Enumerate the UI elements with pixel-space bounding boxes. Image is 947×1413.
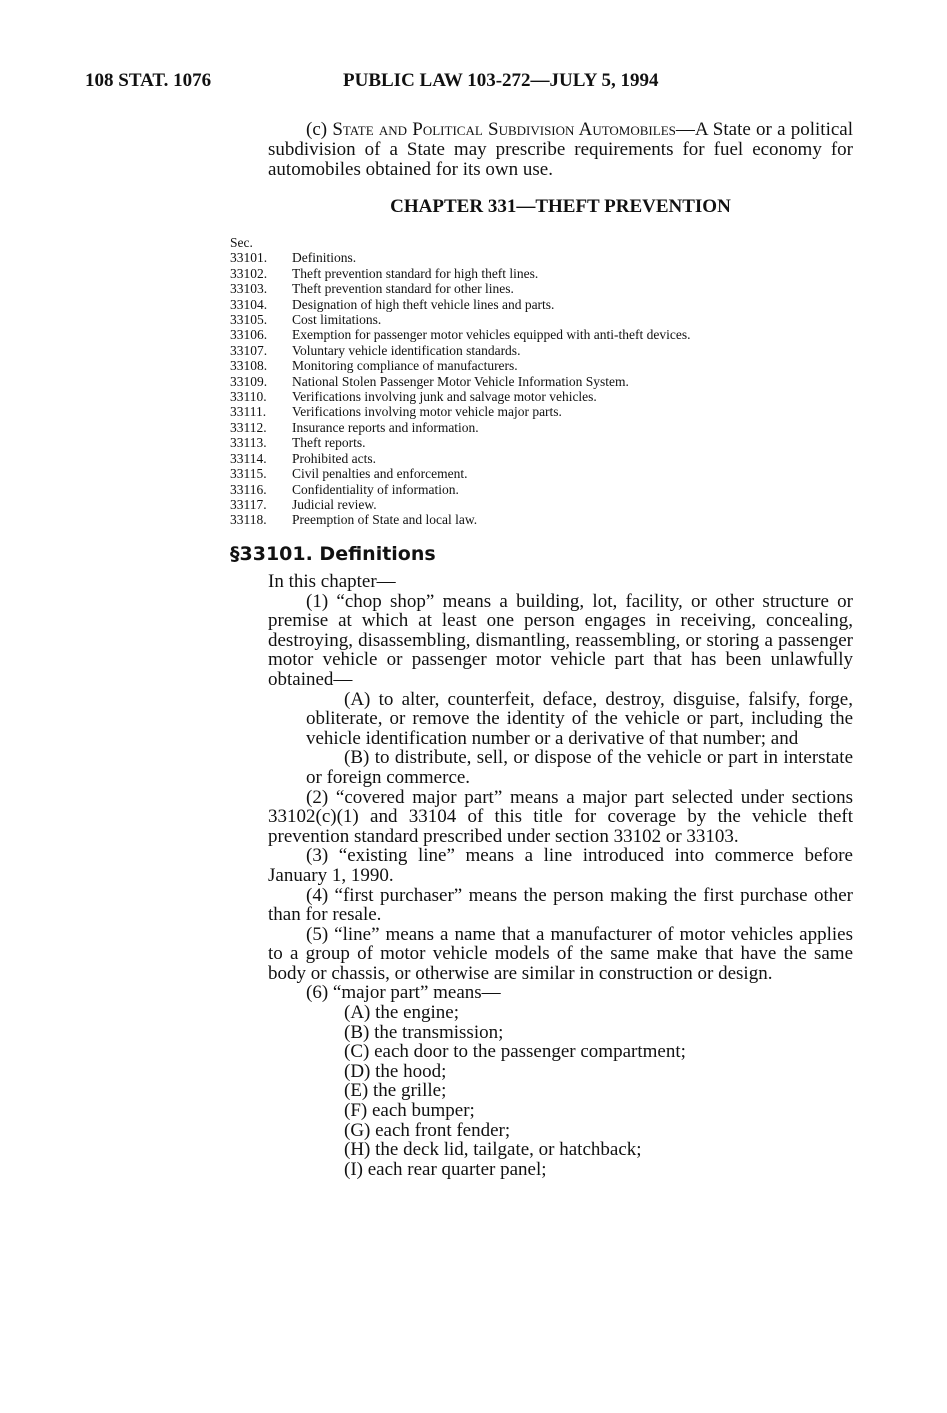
definition-5: (5) “line” means a name that a manufacturer of motor vehicles applies to a group of motor vehicle models of the same make that have the same body or chassis, or otherwise are similar in construction or design. (268, 923, 853, 984)
toc-item-number: 33114. (230, 450, 267, 466)
statute-page-number: 108 STAT. 1076 (85, 70, 212, 91)
toc-item-title: Prohibited acts. (292, 450, 376, 466)
toc-item-number: 33117. (230, 496, 267, 512)
toc-item-title: Theft reports. (292, 435, 366, 451)
toc-item (230, 512, 840, 527)
toc-item (230, 466, 840, 481)
major-part-item: (D) the hood; (344, 1060, 447, 1082)
toc-item-title: Verifications involving junk and salvage motor vehicles. (292, 389, 597, 405)
major-part-item: (E) the grille; (344, 1080, 447, 1102)
subsection-c-heading: State and Political Subdivision Automobiles (332, 119, 676, 140)
major-part-item: (H) the deck lid, tailgate, or hatchback; (344, 1139, 642, 1161)
definition-4: (4) “first purchaser” means the person making the first purchase other than for resale. (268, 884, 853, 926)
subsection-c-paragraph (268, 120, 853, 179)
toc-item (230, 358, 840, 373)
major-part-item: (A) the engine; (344, 1002, 460, 1024)
toc-item-number: 33110. (230, 389, 267, 405)
public-law-running-head: PUBLIC LAW 103-272—JULY 5, 1994 (343, 70, 659, 91)
toc-item-title: Voluntary vehicle identification standards. (292, 342, 521, 358)
toc-item-number: 33111. (230, 404, 267, 420)
toc-item-title: Cost limitations. (292, 312, 382, 328)
major-part-item: (B) the transmission; (344, 1021, 504, 1043)
toc-item (230, 250, 840, 265)
toc-item (230, 435, 840, 450)
toc-item-title: Designation of high theft vehicle lines and parts. (292, 296, 555, 312)
definition-6-items (268, 1003, 853, 1179)
subsection-c-text: —A State or a political subdivision of a State may prescribe requirements for fuel economy for automobiles obtained for its own use. (268, 119, 854, 180)
toc-list (230, 250, 840, 527)
toc-item-number: 33118. (230, 512, 267, 528)
toc-item-number: 33104. (230, 296, 268, 312)
major-part-item: (I) each rear quarter panel; (344, 1158, 547, 1180)
toc-item-title: Definitions. (292, 250, 357, 266)
subsection-c-block (268, 120, 853, 217)
toc-item-title: Insurance reports and information. (292, 419, 479, 435)
toc-item-title: Exemption for passenger motor vehicles equipped with anti-theft devices. (292, 327, 691, 343)
toc-item-title: Theft prevention standard for high theft lines. (292, 265, 539, 281)
toc-item-number: 33115. (230, 466, 267, 482)
toc-item (230, 482, 840, 497)
toc-item (230, 266, 840, 281)
toc-item-title: National Stolen Passenger Motor Vehicle Information System. (292, 373, 629, 389)
section-body (268, 572, 853, 1179)
toc-item (230, 297, 840, 312)
toc-item-title: Verifications involving motor vehicle major parts. (292, 404, 562, 420)
toc-item (230, 327, 840, 342)
toc-item-title: Theft prevention standard for other lines. (292, 281, 514, 297)
toc-item (230, 404, 840, 419)
toc-item (230, 497, 840, 512)
subsection-c-label: (c) (306, 119, 328, 140)
toc-item-number: 33105. (230, 312, 268, 328)
toc-item-number: 33116. (230, 481, 267, 497)
major-part-item: (C) each door to the passenger compartment; (344, 1041, 686, 1063)
definition-2: (2) “covered major part” means a major part selected under sections 33102(c)(1) and 33104 of this title for coverage by the vehicle theft prevention standard prescribed under section 33102 or 33103. (268, 786, 853, 847)
major-part-item: (G) each front fender; (344, 1119, 511, 1141)
toc-item-number: 33107. (230, 342, 268, 358)
toc-item (230, 312, 840, 327)
toc-item-title: Confidentiality of information. (292, 481, 459, 497)
definition-3: (3) “existing line” means a line introduced into commerce before January 1, 1990. (268, 845, 853, 886)
section-intro: In this chapter— (268, 571, 396, 592)
table-of-sections (230, 235, 840, 528)
toc-item (230, 281, 840, 296)
major-part-item: (F) each bumper; (344, 1100, 475, 1122)
definition-1: (1) “chop shop” means a building, lot, facility, or other structure or premise at which at least one person engages in receiving, concealing, destroying, disassembling, dismantling, reassembling, or storing a passenger motor vehicle or passenger motor vehicle part that has been unlawfully obtained— (268, 590, 853, 690)
toc-sec-label: Sec. (230, 235, 253, 250)
page-header (85, 70, 865, 100)
toc-item-title: Monitoring compliance of manufacturers. (292, 358, 518, 374)
chapter-title: CHAPTER 331—THEFT PREVENTION (390, 196, 731, 218)
toc-item-title: Civil penalties and enforcement. (292, 466, 468, 482)
toc-item-title: Preemption of State and local law. (292, 512, 478, 528)
toc-item-number: 33103. (230, 281, 268, 297)
toc-item-number: 33113. (230, 435, 267, 451)
definition-1-a: (A) to alter, counterfeit, deface, destroy, disguise, falsify, forge, obliterate, or remove the identity of the vehicle or part, including the vehicle identification number or a derivative of that number; and (306, 688, 853, 749)
toc-item-number: 33106. (230, 327, 268, 343)
toc-item (230, 420, 840, 435)
definition-6: (6) “major part” means— (306, 982, 501, 1004)
toc-item-number: 33101. (230, 250, 268, 266)
toc-item-number: 33112. (230, 419, 267, 435)
toc-item-number: 33108. (230, 358, 268, 374)
toc-item (230, 374, 840, 389)
toc-item-title: Judicial review. (292, 496, 377, 512)
toc-item (230, 389, 840, 404)
section-heading: §33101. Definitions (230, 543, 436, 565)
toc-item-number: 33109. (230, 373, 268, 389)
toc-item (230, 451, 840, 466)
toc-item-number: 33102. (230, 265, 268, 281)
definition-1-b: (B) to distribute, sell, or dispose of the vehicle or part in interstate or foreign commerce. (306, 747, 853, 788)
toc-item (230, 343, 840, 358)
